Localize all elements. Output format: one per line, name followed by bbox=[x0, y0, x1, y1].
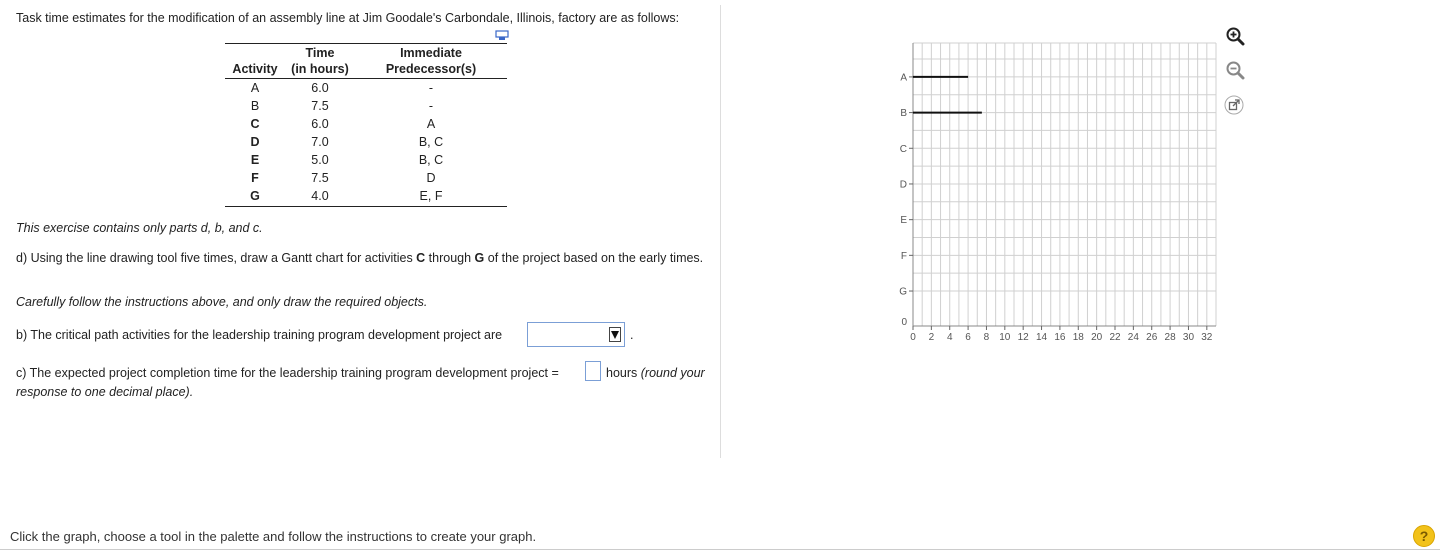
x-tick-label: 14 bbox=[1035, 332, 1048, 343]
hours-unit: hours bbox=[606, 366, 638, 380]
activity-cell: F bbox=[251, 171, 259, 185]
footer-instruction: Click the graph, choose a tool in the palette and follow the instructions to create your graph. bbox=[10, 529, 537, 544]
completion-time-input[interactable] bbox=[585, 361, 601, 381]
zoom-in-icon[interactable] bbox=[1225, 26, 1245, 46]
gantt-chart-graph[interactable] bbox=[893, 38, 1223, 344]
header-time-line2: (in hours) bbox=[285, 61, 355, 79]
table-row bbox=[225, 133, 507, 151]
time-cell: 7.5 bbox=[311, 171, 329, 185]
round-note-continued: response to one decimal place). bbox=[16, 385, 194, 399]
chart-axes bbox=[899, 43, 1216, 343]
y-tick-label-F: F bbox=[900, 250, 907, 262]
problem-intro: Task time estimates for the modification of an assembly line at Jim Goodale's Carbondale, Illinois, factory are as follows: bbox=[16, 11, 680, 25]
dropdown-arrow-icon[interactable] bbox=[609, 327, 621, 342]
x-tick-label: 28 bbox=[1164, 332, 1176, 343]
task-table bbox=[225, 43, 507, 207]
x-tick-label: 30 bbox=[1182, 332, 1195, 343]
header-activity: Activity bbox=[225, 61, 285, 79]
x-tick-label: 18 bbox=[1072, 332, 1084, 343]
x-tick-label: 6 bbox=[965, 332, 971, 343]
question-part-d bbox=[16, 250, 706, 266]
table-row bbox=[225, 115, 507, 133]
question-part-b: b) The critical path activities for the leadership training program development project are bbox=[16, 328, 503, 342]
predecessor-cell: - bbox=[428, 99, 434, 113]
time-cell: 5.0 bbox=[311, 153, 329, 167]
x-tick-label: 32 bbox=[1201, 332, 1213, 343]
part-d-bold-c: C bbox=[416, 251, 426, 265]
time-cell: 6.0 bbox=[311, 81, 329, 95]
header-pred-line1: Immediate bbox=[400, 46, 462, 60]
activity-cell: B bbox=[250, 99, 260, 113]
table-row bbox=[225, 151, 507, 169]
predecessor-cell: A bbox=[426, 117, 436, 131]
activity-cell: G bbox=[250, 189, 260, 203]
time-cell: 4.0 bbox=[311, 189, 329, 203]
x-tick-label: 12 bbox=[1017, 332, 1029, 343]
y-tick-label-B: B bbox=[900, 108, 907, 120]
y-tick-label-D: D bbox=[899, 179, 907, 191]
hours-label bbox=[606, 366, 705, 380]
chart-grid bbox=[913, 43, 1216, 326]
part-d-suffix: of the project based on the early times. bbox=[484, 251, 704, 265]
part-d-prefix: d) Using the line drawing tool five times, draw a Gantt chart for activities bbox=[16, 251, 417, 265]
y-tick-label-G: G bbox=[899, 286, 907, 298]
y-tick-label-zero: 0 bbox=[901, 317, 907, 328]
x-tick-label: 0 bbox=[910, 332, 916, 343]
x-tick-label: 20 bbox=[1091, 332, 1103, 343]
header-time-line1: Time bbox=[305, 46, 335, 60]
header-pred-line2: Predecessor(s) bbox=[355, 61, 507, 79]
help-icon[interactable]: ? bbox=[1413, 525, 1435, 547]
popout-icon[interactable] bbox=[1224, 95, 1244, 115]
predecessor-cell: E, F bbox=[419, 189, 443, 203]
exercise-note: This exercise contains only parts d, b, and c. bbox=[16, 221, 263, 235]
y-tick-label-E: E bbox=[900, 215, 907, 227]
question-part-c: c) The expected project completion time for the leadership training program development project = bbox=[16, 366, 559, 380]
time-cell: 7.0 bbox=[311, 135, 329, 149]
table-row bbox=[225, 187, 507, 207]
x-tick-label: 10 bbox=[999, 332, 1011, 343]
copy-table-icon[interactable] bbox=[495, 30, 509, 41]
x-tick-label: 26 bbox=[1146, 332, 1158, 343]
time-cell: 7.5 bbox=[311, 99, 329, 113]
predecessor-cell: - bbox=[428, 81, 434, 95]
x-tick-label: 4 bbox=[946, 332, 953, 343]
zoom-out-icon[interactable] bbox=[1225, 60, 1245, 80]
header-activity-spacer bbox=[225, 44, 285, 62]
activity-cell: E bbox=[250, 153, 260, 167]
table-row bbox=[225, 169, 507, 187]
x-tick-label: 24 bbox=[1127, 332, 1139, 343]
predecessor-cell: B, C bbox=[418, 135, 444, 149]
table-row bbox=[225, 97, 507, 115]
y-tick-label-C: C bbox=[899, 143, 907, 155]
predecessor-cell: D bbox=[426, 171, 436, 185]
activity-cell: D bbox=[250, 135, 260, 149]
predecessor-cell: B, C bbox=[418, 153, 444, 167]
part-d-middle: through bbox=[425, 251, 475, 265]
round-note: (round your bbox=[640, 366, 705, 380]
panel-divider bbox=[720, 5, 721, 458]
x-tick-label: 8 bbox=[983, 332, 990, 343]
x-tick-label: 16 bbox=[1054, 332, 1066, 343]
instructions-note: Carefully follow the instructions above, and only draw the required objects. bbox=[16, 295, 428, 309]
y-tick-label-A: A bbox=[900, 72, 907, 84]
x-tick-label: 22 bbox=[1109, 332, 1121, 343]
footer-divider bbox=[0, 549, 1440, 550]
part-d-bold-g: G bbox=[474, 251, 485, 265]
activity-cell: A bbox=[250, 81, 260, 95]
table-row bbox=[225, 79, 507, 98]
part-b-period: . bbox=[630, 328, 634, 342]
critical-path-dropdown[interactable] bbox=[527, 322, 625, 347]
x-tick-label: 2 bbox=[928, 332, 935, 343]
activity-cell: C bbox=[250, 117, 260, 131]
time-cell: 6.0 bbox=[311, 117, 329, 131]
